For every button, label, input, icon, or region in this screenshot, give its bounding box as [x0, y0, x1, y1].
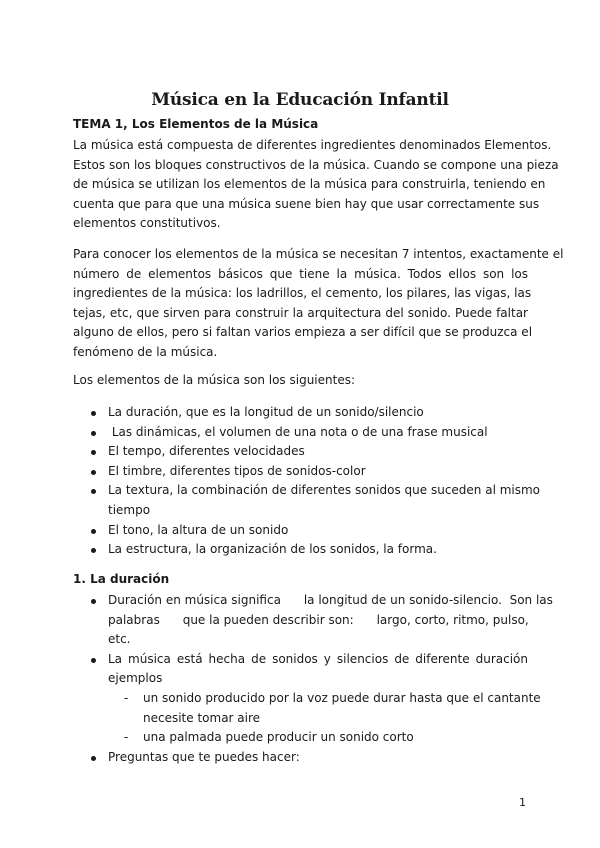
bullet-icon [91, 599, 96, 604]
bullet-icon [91, 548, 96, 553]
text-line: Estos son los bloques constructivos de la música. Cuando se compone una pieza [73, 157, 559, 172]
bullet-icon [91, 529, 96, 534]
document-title: Música en la Educación Infantil [151, 90, 449, 110]
bullet-icon [91, 450, 96, 455]
paragraph-2 [73, 245, 564, 363]
list-item: Preguntas que te puedes hacer: [73, 748, 528, 768]
list-item: La estructura, la organización de los sonidos, la forma. [73, 540, 528, 560]
list-item: Duración en música significa la longitud de un sonido-silencio. Son las palabras que la pueden describir son: largo, corto, ritmo, pulso, etc. [73, 591, 528, 650]
bullet-icon [91, 470, 96, 475]
section-heading-duracion: 1. La duración [73, 572, 170, 586]
text-line: número de elementos básicos que tiene la música. Todos ellos son los [73, 266, 528, 281]
text-line: elementos constitutivos. [73, 216, 221, 231]
list-item: La música está hecha de sonidos y silencios de diferente duración ejemplos - un sonido producido por la voz puede durar hasta que el cantante necesite tomar aire - una palmada puede producir un sonido corto [73, 650, 528, 748]
page-number: 1 [519, 796, 526, 809]
topic-heading: TEMA 1, Los Elementos de la Música [73, 117, 319, 131]
dash-icon: - [124, 730, 129, 745]
list-item: El tono, la altura de un sonido [73, 521, 528, 541]
text-line: fenómeno de la música. [73, 344, 218, 359]
list-item: El tempo, diferentes velocidades [73, 442, 528, 462]
text-line: Para conocer los elementos de la música se necesitan 7 intentos, exactamente el [73, 247, 564, 261]
dash-icon: - [124, 690, 129, 705]
text-line: alguno de ellos, pero si faltan varios empieza a ser difícil que se produzca el [73, 325, 533, 340]
sub-list-item: - una palmada puede producir un sonido corto [108, 728, 528, 748]
bullet-icon [91, 658, 96, 663]
bullet-icon [91, 489, 96, 494]
bullet-icon [91, 431, 96, 436]
bullet-icon [91, 756, 96, 761]
bullet-icon [91, 411, 96, 416]
paragraph-1 [73, 136, 559, 234]
text-line: cuenta que para que una música suene bien hay que usar correctamente sus [73, 196, 540, 211]
elements-list [73, 403, 541, 560]
list-item: La textura, la combinación de diferentes sonidos que suceden al mismo tiempo [73, 481, 528, 520]
sub-list [108, 689, 541, 748]
list-item: Las dinámicas, el volumen de una nota o de una frase musical [73, 423, 528, 443]
text-line: de música se utilizan los elementos de la música para construirla, teniendo en [73, 177, 546, 192]
text-line: La música está compuesta de diferentes ingredientes denominados Elementos. [73, 138, 552, 152]
list-item: El timbre, diferentes tipos de sonidos-color [73, 462, 528, 482]
text-line: ingredientes de la música: los ladrillos, el cemento, los pilares, las vigas, las [73, 286, 532, 301]
list-item: La duración, que es la longitud de un sonido/silencio [73, 403, 528, 423]
sub-list-item: - un sonido producido por la voz puede durar hasta que el cantante necesite tomar aire [124, 690, 541, 725]
elements-intro: Los elementos de la música son los siguientes: [73, 373, 356, 387]
text-line: tejas, etc, que sirven para construir la arquitectura del sonido. Puede faltar [73, 305, 528, 320]
duracion-list [73, 591, 553, 767]
